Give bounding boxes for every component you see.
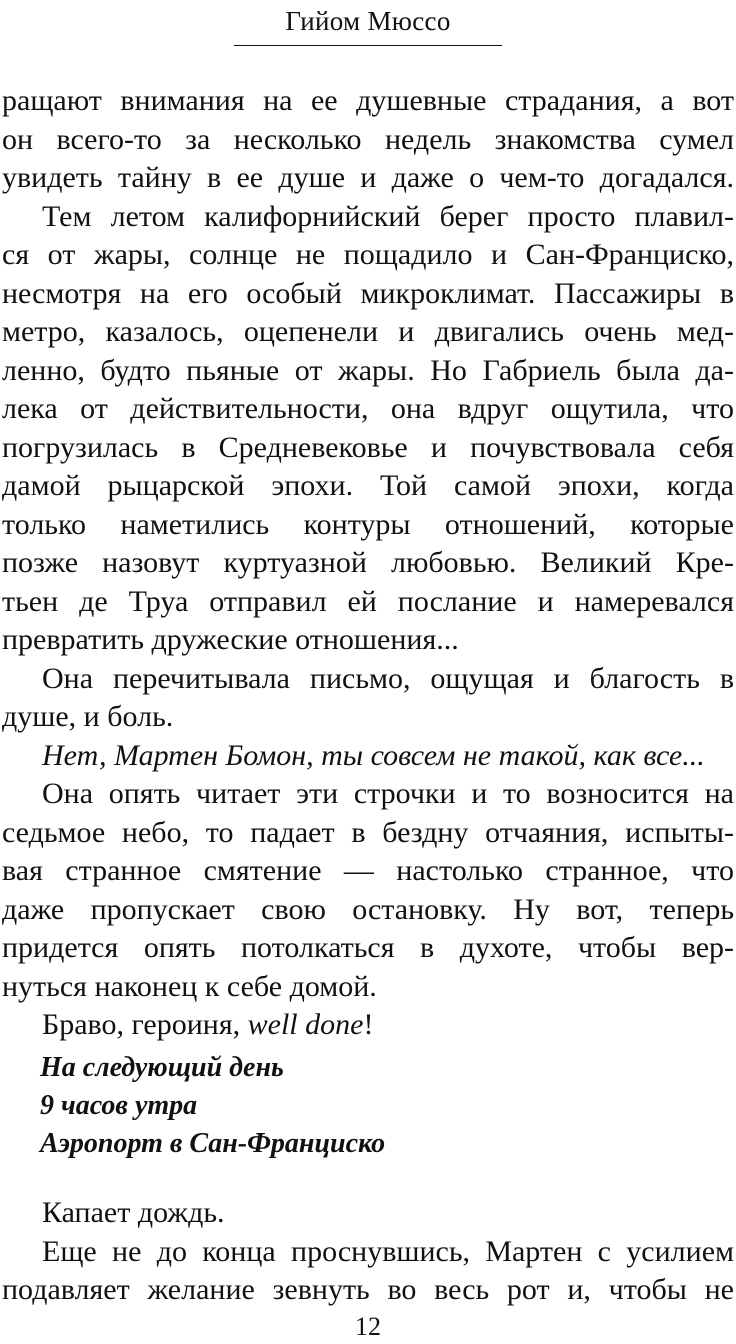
text-line: подавляет желание зевнуть во весь рот и, чтобы не bbox=[2, 1273, 734, 1306]
text-line: Тем летом калифорнийский берег просто плавил- bbox=[42, 199, 734, 233]
text-line: ся от жары, солнце не пощадило и Сан-Франциско, bbox=[2, 238, 734, 271]
text-line: вая странное смятение — настолько странное, что bbox=[2, 854, 734, 887]
text-line: Еще не до конца проснувшись, Мартен с усилием bbox=[42, 1234, 734, 1268]
scene-heading bbox=[40, 1049, 385, 1163]
text-line: увидеть тайну в ее душе и даже о чем-то догадался. bbox=[2, 161, 734, 194]
author-name: Гийом Мюссо bbox=[285, 6, 451, 36]
text-line: даже пропускает свою остановку. Ну вот, теперь bbox=[2, 892, 734, 926]
text-line: ращают внимания на ее душевные страдания, а вот bbox=[2, 84, 734, 117]
text-line: только наметились контуры отношений, которые bbox=[2, 507, 734, 541]
italic-quote-line: Нет, Мартен Бомон, ты совсем не такой, как все... bbox=[42, 738, 705, 772]
header-rule bbox=[234, 45, 502, 46]
text-line: погрузилась в Средневековье и почувствовала себя bbox=[2, 430, 734, 464]
text-line: лека от действительности, она вдруг ощутила, что bbox=[2, 392, 734, 425]
scene-heading-time: 9 часов утра bbox=[40, 1090, 198, 1121]
text-line: душе, и боль. bbox=[2, 700, 174, 733]
text-line: дамой рыцарской эпохи. Той самой эпохи, когда bbox=[2, 469, 734, 502]
text-line: придется опять потолкаться в духоте, чтобы вер- bbox=[2, 931, 734, 964]
body-text bbox=[2, 82, 734, 1045]
text-fragment: Браво, героиня, bbox=[42, 1008, 248, 1041]
running-header bbox=[0, 0, 736, 46]
text-line: Капает дождь. bbox=[42, 1196, 225, 1229]
text-line: он всего-то за несколько недель знакомства сумел bbox=[2, 122, 734, 156]
page-number: 12 bbox=[355, 1312, 381, 1341]
text-line: превратить дружеские отношения... bbox=[2, 623, 459, 656]
text-line: Она перечитывала письмо, ощущая и благость в bbox=[42, 661, 734, 695]
text-fragment: ! bbox=[363, 1008, 374, 1041]
text-line: Она опять читает эти строчки и то возносится на bbox=[42, 777, 734, 810]
text-line bbox=[2, 1006, 734, 1045]
scene-heading-place: Аэропорт в Сан-Франциско bbox=[40, 1128, 386, 1159]
text-line: ленно, будто пьяные от жары. Но Габриель была да- bbox=[2, 353, 734, 387]
text-line: несмотря на его особый микроклимат. Пассажиры в bbox=[2, 276, 734, 310]
text-line: нуться наконец к себе домой. bbox=[2, 969, 377, 1003]
text-line: седьмое небо, то падает в бездну отчаяния, испыты- bbox=[2, 815, 734, 849]
body-text-continued bbox=[2, 1194, 734, 1310]
italic-phrase: well done bbox=[247, 1008, 364, 1041]
text-line: метро, казалось, оцепенели и двигались очень мед- bbox=[2, 315, 734, 348]
scene-heading-day: На следующий день bbox=[40, 1052, 284, 1083]
text-line: тьен де Труа отправил ей послание и намеревался bbox=[2, 584, 734, 618]
text-line: позже назовут куртуазной любовью. Великий Кре- bbox=[2, 546, 734, 579]
